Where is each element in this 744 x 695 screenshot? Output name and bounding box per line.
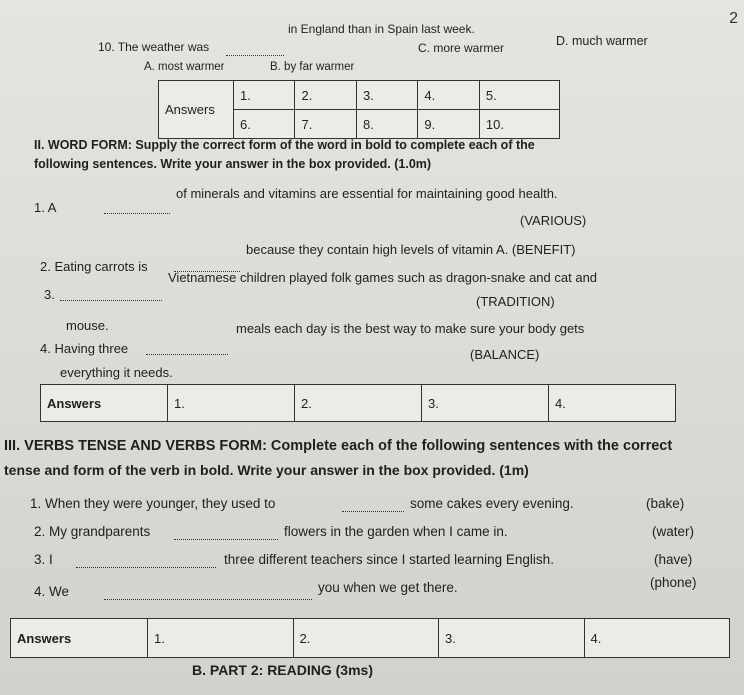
s2-q3-blank[interactable] bbox=[60, 299, 162, 301]
answer-cell[interactable]: 6. bbox=[234, 110, 295, 139]
section2-answer-table bbox=[40, 384, 676, 422]
answer-cell[interactable]: 2. bbox=[295, 385, 422, 422]
s2-q3-word: (TRADITION) bbox=[476, 294, 555, 309]
s3-q3-blank[interactable] bbox=[76, 566, 216, 568]
s3-q2-start: 2. My grandparents bbox=[34, 524, 151, 539]
answers-label: Answers bbox=[159, 81, 234, 139]
q10-option-b: B. by far warmer bbox=[270, 61, 355, 73]
s2-q1-blank[interactable] bbox=[104, 212, 170, 214]
s3-q1-word: (bake) bbox=[646, 496, 685, 511]
q10-option-a: A. most warmer bbox=[144, 61, 225, 73]
answer-cell[interactable]: 4. bbox=[549, 385, 676, 422]
answer-cell[interactable]: 3. bbox=[422, 385, 549, 422]
answer-cell[interactable]: 1. bbox=[234, 81, 295, 110]
s3-q2-word: (water) bbox=[652, 524, 695, 539]
s2-q4-continuation: everything it needs. bbox=[60, 365, 173, 380]
q10-blank[interactable] bbox=[226, 54, 284, 56]
s3-q2-blank[interactable] bbox=[174, 538, 278, 540]
answers-label: Answers bbox=[11, 619, 148, 658]
s3-q1-blank[interactable] bbox=[342, 510, 404, 512]
s3-q4-blank[interactable] bbox=[104, 598, 312, 600]
part2-heading: B. PART 2: READING (3ms) bbox=[192, 662, 373, 678]
answer-cell[interactable]: 7. bbox=[295, 110, 356, 139]
q10-option-c: C. more warmer bbox=[418, 41, 505, 55]
answer-cell[interactable]: 4. bbox=[418, 81, 479, 110]
answer-cell[interactable]: 2. bbox=[295, 81, 356, 110]
q10-stem-start: 10. The weather was bbox=[98, 40, 210, 54]
q10-answer-table bbox=[158, 80, 560, 139]
s3-q1-end: some cakes every evening. bbox=[410, 496, 574, 511]
s2-q4-blank[interactable] bbox=[146, 353, 228, 355]
s2-q2-start: 2. Eating carrots is bbox=[40, 259, 148, 274]
s2-q1-start: 1. A bbox=[34, 200, 57, 215]
s3-q3-word: (have) bbox=[654, 552, 693, 567]
s2-q4-start: 4. Having three bbox=[40, 341, 129, 356]
answer-cell[interactable]: 1. bbox=[148, 619, 294, 658]
answer-cell[interactable]: 3. bbox=[439, 619, 585, 658]
s2-q3-continuation: mouse. bbox=[66, 318, 109, 333]
answer-cell[interactable]: 4. bbox=[584, 619, 730, 658]
answer-cell[interactable]: 2. bbox=[293, 619, 439, 658]
s2-q4-end: meals each day is the best way to make sure your body gets bbox=[236, 321, 585, 336]
section3-answer-table bbox=[10, 618, 730, 658]
answer-cell[interactable]: 10. bbox=[479, 110, 559, 139]
answer-cell[interactable]: 8. bbox=[356, 110, 417, 139]
section3-heading-line2: tense and form of the verb in bold. Write your answer in the box provided. (1m) bbox=[4, 462, 529, 478]
q10-stem-end: in England than in Spain last week. bbox=[288, 22, 475, 36]
answer-cell[interactable]: 3. bbox=[356, 81, 417, 110]
section3-heading-line1: III. VERBS TENSE AND VERBS FORM: Complete each of the following sentences with the correct bbox=[4, 438, 673, 454]
s2-q4-word: (BALANCE) bbox=[470, 347, 540, 362]
answer-cell[interactable]: 5. bbox=[479, 81, 559, 110]
s2-q1-word: (VARIOUS) bbox=[520, 213, 587, 228]
s2-q1-end: of minerals and vitamins are essential for maintaining good health. bbox=[176, 186, 558, 201]
s3-q3-end: three different teachers since I started learning English. bbox=[224, 552, 554, 567]
s2-q3-end: Vietnamese children played folk games such as dragon-snake and cat and bbox=[168, 270, 598, 285]
page-number: 2 bbox=[729, 10, 738, 27]
answer-cell[interactable]: 9. bbox=[418, 110, 479, 139]
s3-q4-word: (phone) bbox=[650, 575, 697, 590]
section2-heading-line2: following sentences. Write your answer in the box provided. (1.0m) bbox=[34, 157, 432, 171]
answer-cell[interactable]: 1. bbox=[168, 385, 295, 422]
answers-label: Answers bbox=[41, 385, 168, 422]
s3-q3-start: 3. I bbox=[34, 552, 53, 567]
s3-q4-start: 4. We bbox=[34, 584, 70, 599]
s3-q2-end: flowers in the garden when I came in. bbox=[284, 524, 508, 539]
s3-q1-start: 1. When they were younger, they used to bbox=[30, 496, 276, 511]
s2-q3-start: 3. bbox=[44, 287, 55, 302]
s2-q2-end: because they contain high levels of vitamin A. (BENEFIT) bbox=[246, 242, 576, 257]
q10-option-d: D. much warmer bbox=[556, 34, 648, 48]
section2-heading-line1: II. WORD FORM: Supply the correct form of the word in bold to complete each of the bbox=[34, 138, 535, 152]
s3-q4-end: you when we get there. bbox=[318, 580, 458, 595]
